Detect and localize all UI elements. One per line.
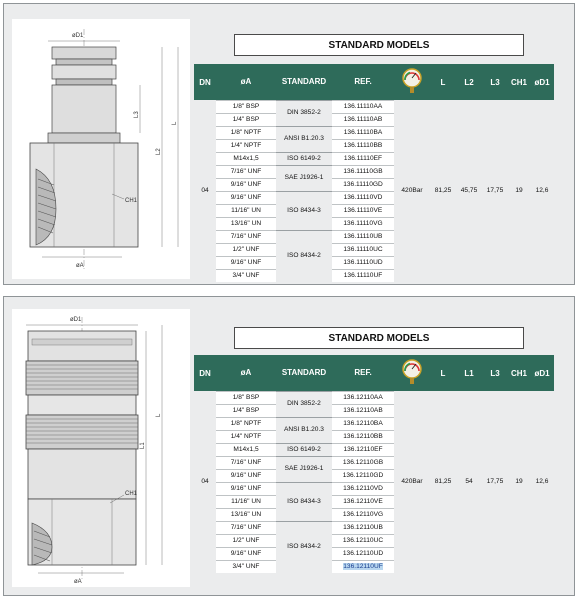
col-header-ch1: CH1 xyxy=(508,355,530,391)
col-header-l2: L2 xyxy=(456,64,482,100)
col-header-dn: DN xyxy=(194,64,216,100)
col-header-ch1: CH1 xyxy=(508,64,530,100)
ref-code: 136.11110UD xyxy=(332,256,394,269)
l3-value: 17,75 xyxy=(486,186,504,194)
spec-table-1 xyxy=(194,64,554,282)
col-header-l3: L3 xyxy=(482,355,508,391)
ref-code: 136.12110EF xyxy=(332,443,394,456)
ref-code: 136.11110GD xyxy=(332,178,394,191)
pressure-value: 420Bar xyxy=(401,477,423,485)
col-header-l1: L1 xyxy=(456,355,482,391)
pressure-value: 420Bar xyxy=(401,186,423,194)
thread-size: 3/4" UNF xyxy=(216,560,276,573)
ref-code: 136.12110UB xyxy=(332,521,394,534)
dn-value: 04 xyxy=(201,477,209,485)
thread-size: 3/4" UNF xyxy=(216,269,276,282)
ref-code: 136.12110UC xyxy=(332,534,394,547)
thread-size: 1/8" NPTF xyxy=(216,417,276,430)
dim-l2-label: L2 xyxy=(156,148,162,155)
l-value: 81,25 xyxy=(434,477,452,485)
col-header-standard: STANDARD xyxy=(276,355,332,391)
thread-size: 9/16" UNF xyxy=(216,547,276,560)
col-header-pressure xyxy=(394,64,430,100)
col-header-pressure xyxy=(394,355,430,391)
ref-code-selected[interactable] xyxy=(332,560,394,573)
ref-code: 136.12110VD xyxy=(332,482,394,495)
thread-size: M14x1,5 xyxy=(216,443,276,456)
col-header-ref: REF. xyxy=(332,355,394,391)
thread-size: 1/8" NPTF xyxy=(216,126,276,139)
table-row xyxy=(194,391,554,404)
dim-d1-label: øD1 xyxy=(72,33,84,39)
col-header-dn: DN xyxy=(194,355,216,391)
thread-size: 1/4" BSP xyxy=(216,113,276,126)
thread-size: 7/16" UNF xyxy=(216,230,276,243)
product-panel-1 xyxy=(3,3,575,285)
table-header-row xyxy=(194,355,554,391)
dim-l3-label: L3 xyxy=(134,111,140,118)
dim-d1-label: øD1 xyxy=(70,317,82,323)
thread-size: 1/8" BSP xyxy=(216,391,276,404)
product-panel-2 xyxy=(3,296,575,596)
ref-code: 136.11110BB xyxy=(332,139,394,152)
ref-code: 136.11110UC xyxy=(332,243,394,256)
thread-size: 13/16" UN xyxy=(216,508,276,521)
ref-code: 136.11110BA xyxy=(332,126,394,139)
thread-size: 7/16" UNF xyxy=(216,165,276,178)
ref-code: 136.11110AB xyxy=(332,113,394,126)
ref-code: 136.11110VD xyxy=(332,191,394,204)
thread-size: 1/4" NPTF xyxy=(216,139,276,152)
coupling-drawing-2 xyxy=(12,309,190,587)
thread-size: 11/16" UN xyxy=(216,495,276,508)
ref-code-text[interactable]: 136.12110UF xyxy=(343,562,383,570)
col-header-l: L xyxy=(430,355,456,391)
standard-cell: ISO 8434-3 xyxy=(276,482,332,521)
l2-value: 45,75 xyxy=(460,186,478,194)
ref-code: 136.11110VG xyxy=(332,217,394,230)
ref-code: 136.12110AB xyxy=(332,404,394,417)
ref-code: 136.12110UD xyxy=(332,547,394,560)
ref-code: 136.11110EF xyxy=(332,152,394,165)
table-row xyxy=(194,100,554,113)
col-header-l3: L3 xyxy=(482,64,508,100)
ref-code: 136.11110GB xyxy=(332,165,394,178)
dim-a-label: øA xyxy=(74,579,82,585)
table-header-row xyxy=(194,64,554,100)
col-header-a: øA xyxy=(216,355,276,391)
thread-size: 7/16" UNF xyxy=(216,521,276,534)
l-value: 81,25 xyxy=(434,186,452,194)
coupling-drawing-1 xyxy=(12,19,190,279)
ref-code: 136.12110VE xyxy=(332,495,394,508)
pressure-gauge-icon xyxy=(402,359,422,385)
l3-value: 17,75 xyxy=(486,477,504,485)
ref-code: 136.12110GD xyxy=(332,469,394,482)
standard-cell: ISO 8434-2 xyxy=(276,521,332,573)
thread-size: 13/16" UN xyxy=(216,217,276,230)
ref-code: 136.11110UF xyxy=(332,269,394,282)
standard-cell: ANSI B1.20.3 xyxy=(276,417,332,443)
ref-code: 136.12110AA xyxy=(332,391,394,404)
thread-size: 1/2" UNF xyxy=(216,243,276,256)
col-header-d1: øD1 xyxy=(530,355,554,391)
thread-size: 1/8" BSP xyxy=(216,100,276,113)
dim-ch1-label: CH1 xyxy=(125,198,138,204)
ref-code: 136.12110BB xyxy=(332,430,394,443)
l1-value: 54 xyxy=(465,477,473,485)
section-title: STANDARD MODELS xyxy=(234,34,524,56)
thread-size: 9/16" UNF xyxy=(216,256,276,269)
col-header-ref: REF. xyxy=(332,64,394,100)
col-header-standard: STANDARD xyxy=(276,64,332,100)
ref-code: 136.12110GB xyxy=(332,456,394,469)
technical-drawing-1 xyxy=(12,19,190,279)
thread-size: 11/16" UN xyxy=(216,204,276,217)
technical-drawing-2 xyxy=(12,309,190,587)
d1-value: 12,6 xyxy=(535,186,549,194)
section-title: STANDARD MODELS xyxy=(234,327,524,349)
spec-table-2 xyxy=(194,355,554,573)
ch1-value: 19 xyxy=(515,477,523,485)
standard-cell: ISO 6149-2 xyxy=(276,152,332,165)
standard-cell: DIN 3852-2 xyxy=(276,100,332,126)
standard-cell: ISO 8434-2 xyxy=(276,230,332,282)
dim-l1-label: L1 xyxy=(140,442,146,449)
col-header-a: øA xyxy=(216,64,276,100)
d1-value: 12,6 xyxy=(535,477,549,485)
dim-l-label: L xyxy=(172,121,178,125)
dim-l-label: L xyxy=(156,413,162,417)
dn-value: 04 xyxy=(201,186,209,194)
thread-size: M14x1,5 xyxy=(216,152,276,165)
pressure-gauge-icon xyxy=(402,68,422,94)
thread-size: 7/16" UNF xyxy=(216,456,276,469)
thread-size: 9/16" UNF xyxy=(216,191,276,204)
col-header-l: L xyxy=(430,64,456,100)
col-header-d1: øD1 xyxy=(530,64,554,100)
thread-size: 1/2" UNF xyxy=(216,534,276,547)
ref-code: 136.11110UB xyxy=(332,230,394,243)
thread-size: 1/4" BSP xyxy=(216,404,276,417)
ref-code: 136.11110AA xyxy=(332,100,394,113)
standard-cell: SAE J1926-1 xyxy=(276,456,332,482)
ref-code: 136.11110VE xyxy=(332,204,394,217)
standard-cell: DIN 3852-2 xyxy=(276,391,332,417)
thread-size: 9/16" UNF xyxy=(216,482,276,495)
dim-a-label: øA xyxy=(76,263,84,269)
standard-cell: ANSI B1.20.3 xyxy=(276,126,332,152)
standard-cell: SAE J1926-1 xyxy=(276,165,332,191)
thread-size: 1/4" NPTF xyxy=(216,430,276,443)
standard-cell: ISO 6149-2 xyxy=(276,443,332,456)
ref-code: 136.12110VG xyxy=(332,508,394,521)
ch1-value: 19 xyxy=(515,186,523,194)
ref-code: 136.12110BA xyxy=(332,417,394,430)
thread-size: 9/16" UNF xyxy=(216,469,276,482)
standard-cell: ISO 8434-3 xyxy=(276,191,332,230)
dim-ch1-label: CH1 xyxy=(125,491,138,497)
thread-size: 9/16" UNF xyxy=(216,178,276,191)
